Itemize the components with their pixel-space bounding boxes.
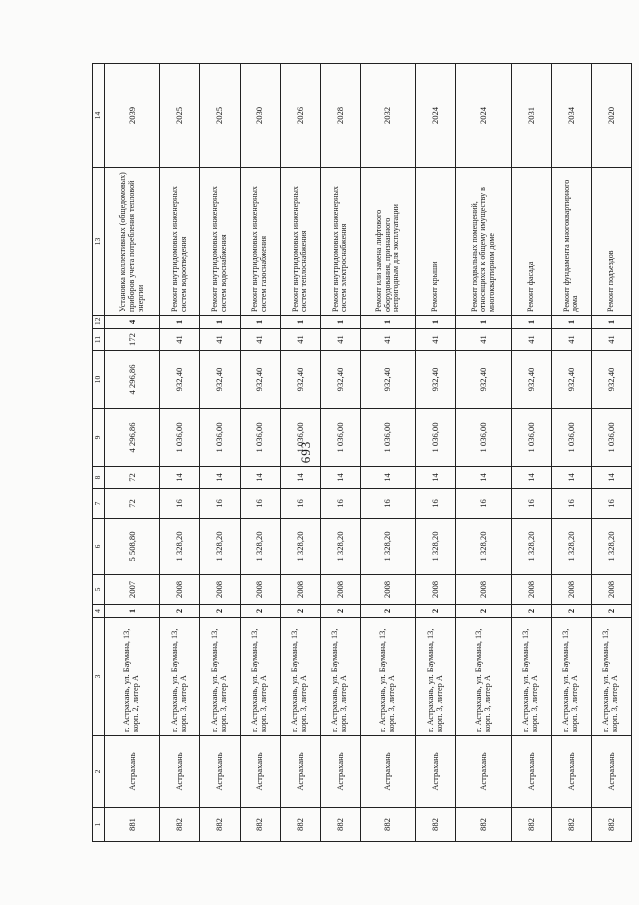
col4-cell: 2 xyxy=(416,605,456,618)
area-cell: 1 328,20 xyxy=(360,519,415,575)
col10-cell: 932,40 xyxy=(551,351,591,409)
row-number: 882 xyxy=(240,808,280,842)
row-number: 882 xyxy=(416,808,456,842)
column-header-14: 14 xyxy=(93,64,105,168)
table-row xyxy=(200,64,240,842)
table-row xyxy=(511,64,551,842)
address-cell: г. Астрахань, ул. Баумана, 13, корп. 3, литер А xyxy=(160,618,200,736)
city-cell: Астрахань xyxy=(551,736,591,808)
row-number: 881 xyxy=(105,808,160,842)
col7-cell: 16 xyxy=(280,489,320,519)
year-built-cell: 2008 xyxy=(320,575,360,605)
residents-cell: 41 xyxy=(240,329,280,351)
col7-cell: 16 xyxy=(200,489,240,519)
area-cell: 1 328,20 xyxy=(416,519,456,575)
capital-repair-table xyxy=(92,63,632,842)
work-type-cell: Ремонт или замена лифтового оборудования, признанного непригодным для эксплуатации xyxy=(360,168,415,316)
col7-cell: 16 xyxy=(551,489,591,519)
col8-cell: 14 xyxy=(320,467,360,489)
col9-cell: 1 036,00 xyxy=(160,409,200,467)
col8-cell: 14 xyxy=(511,467,551,489)
col12-cell: 1 xyxy=(591,316,631,329)
area-cell: 1 328,20 xyxy=(551,519,591,575)
col8-cell: 14 xyxy=(280,467,320,489)
area-cell: 1 328,20 xyxy=(456,519,511,575)
row-number: 882 xyxy=(456,808,511,842)
col9-cell: 1 036,00 xyxy=(240,409,280,467)
column-header-9: 9 xyxy=(93,409,105,467)
year-built-cell: 2008 xyxy=(456,575,511,605)
col4-cell: 2 xyxy=(240,605,280,618)
table-row xyxy=(456,64,511,842)
area-cell: 1 328,20 xyxy=(511,519,551,575)
col12-cell: 1 xyxy=(416,316,456,329)
col7-cell: 16 xyxy=(240,489,280,519)
residents-cell: 41 xyxy=(456,329,511,351)
col4-cell: 2 xyxy=(320,605,360,618)
column-header-1: 1 xyxy=(93,808,105,842)
city-cell: Астрахань xyxy=(591,736,631,808)
column-header-4: 4 xyxy=(93,605,105,618)
work-type-cell: Ремонт фундамента многоквартирного дома xyxy=(551,168,591,316)
col8-cell: 14 xyxy=(200,467,240,489)
residents-cell: 41 xyxy=(200,329,240,351)
planned-year-cell: 2024 xyxy=(416,64,456,168)
col7-cell: 16 xyxy=(591,489,631,519)
table-row xyxy=(105,64,160,842)
col4-cell: 2 xyxy=(280,605,320,618)
col10-cell: 932,40 xyxy=(416,351,456,409)
address-cell: г. Астрахань, ул. Баумана, 13, корп. 3, литер А xyxy=(456,618,511,736)
area-cell: 1 328,20 xyxy=(320,519,360,575)
col7-cell: 16 xyxy=(160,489,200,519)
city-cell: Астрахань xyxy=(280,736,320,808)
year-built-cell: 2008 xyxy=(591,575,631,605)
col8-cell: 14 xyxy=(416,467,456,489)
residents-cell: 41 xyxy=(551,329,591,351)
table-row xyxy=(240,64,280,842)
column-header-11: 11 xyxy=(93,329,105,351)
address-cell: г. Астрахань, ул. Баумана, 13, корп. 3, литер А xyxy=(200,618,240,736)
year-built-cell: 2007 xyxy=(105,575,160,605)
header-row xyxy=(93,64,105,842)
address-cell: г. Астрахань, ул. Баумана, 13, корп. 3, литер А xyxy=(591,618,631,736)
col10-cell: 932,40 xyxy=(320,351,360,409)
city-cell: Астрахань xyxy=(320,736,360,808)
col12-cell: 1 xyxy=(360,316,415,329)
col10-cell: 932,40 xyxy=(591,351,631,409)
work-type-cell: Установка коллективных (общедомовых) приборов учета потребления тепловой энергии xyxy=(105,168,160,316)
year-built-cell: 2008 xyxy=(200,575,240,605)
planned-year-cell: 2025 xyxy=(200,64,240,168)
planned-year-cell: 2030 xyxy=(240,64,280,168)
col10-cell: 932,40 xyxy=(160,351,200,409)
col12-cell: 1 xyxy=(160,316,200,329)
page-number: 693 xyxy=(298,440,313,464)
col8-cell: 14 xyxy=(240,467,280,489)
col10-cell: 4 296,86 xyxy=(105,351,160,409)
col9-cell: 1 036,00 xyxy=(200,409,240,467)
table-row xyxy=(360,64,415,842)
city-cell: Астрахань xyxy=(240,736,280,808)
col8-cell: 14 xyxy=(360,467,415,489)
planned-year-cell: 2025 xyxy=(160,64,200,168)
column-header-3: 3 xyxy=(93,618,105,736)
col8-cell: 14 xyxy=(591,467,631,489)
residents-cell: 41 xyxy=(280,329,320,351)
city-cell: Астрахань xyxy=(160,736,200,808)
planned-year-cell: 2034 xyxy=(551,64,591,168)
col9-cell: 1 036,00 xyxy=(456,409,511,467)
col12-cell: 1 xyxy=(456,316,511,329)
table-row xyxy=(551,64,591,842)
col10-cell: 932,40 xyxy=(240,351,280,409)
col12-cell: 1 xyxy=(551,316,591,329)
col4-cell: 2 xyxy=(200,605,240,618)
col8-cell: 14 xyxy=(551,467,591,489)
city-cell: Астрахань xyxy=(416,736,456,808)
year-built-cell: 2008 xyxy=(280,575,320,605)
planned-year-cell: 2024 xyxy=(456,64,511,168)
row-number: 882 xyxy=(591,808,631,842)
area-cell: 1 328,20 xyxy=(280,519,320,575)
planned-year-cell: 2020 xyxy=(591,64,631,168)
col12-cell: 1 xyxy=(320,316,360,329)
area-cell: 1 328,20 xyxy=(160,519,200,575)
col9-cell: 1 036,00 xyxy=(591,409,631,467)
col10-cell: 932,40 xyxy=(456,351,511,409)
planned-year-cell: 2026 xyxy=(280,64,320,168)
row-number: 882 xyxy=(160,808,200,842)
col9-cell: 1 036,00 xyxy=(320,409,360,467)
residents-cell: 41 xyxy=(360,329,415,351)
work-type-cell: Ремонт внутридомовых инженерных систем теплоснабжения xyxy=(280,168,320,316)
year-built-cell: 2008 xyxy=(360,575,415,605)
residents-cell: 41 xyxy=(160,329,200,351)
residents-cell: 41 xyxy=(511,329,551,351)
work-type-cell: Ремонт внутридомовых инженерных систем газоснабжения xyxy=(240,168,280,316)
column-header-13: 13 xyxy=(93,168,105,316)
row-number: 882 xyxy=(280,808,320,842)
year-built-cell: 2008 xyxy=(416,575,456,605)
col4-cell: 2 xyxy=(591,605,631,618)
row-number: 882 xyxy=(320,808,360,842)
col9-cell: 4 296,86 xyxy=(105,409,160,467)
work-type-cell: Ремонт подъездов xyxy=(591,168,631,316)
area-cell: 1 328,20 xyxy=(240,519,280,575)
column-header-8: 8 xyxy=(93,467,105,489)
col10-cell: 932,40 xyxy=(280,351,320,409)
work-type-cell: Ремонт внутридомовых инженерных систем электроснабжения xyxy=(320,168,360,316)
area-cell: 5 508,80 xyxy=(105,519,160,575)
work-type-cell: Ремонт подвальных помещений, относящихся к общему имуществу в многоквартирном доме xyxy=(456,168,511,316)
city-cell: Астрахань xyxy=(511,736,551,808)
column-header-6: 6 xyxy=(93,519,105,575)
col9-cell: 1 036,00 xyxy=(280,409,320,467)
work-type-cell: Ремонт крыши xyxy=(416,168,456,316)
column-header-10: 10 xyxy=(93,351,105,409)
col4-cell: 2 xyxy=(551,605,591,618)
table-container xyxy=(92,64,632,842)
table-row xyxy=(416,64,456,842)
col8-cell: 72 xyxy=(105,467,160,489)
planned-year-cell: 2032 xyxy=(360,64,415,168)
col12-cell: 1 xyxy=(280,316,320,329)
table-row xyxy=(320,64,360,842)
col4-cell: 1 xyxy=(105,605,160,618)
col9-cell: 1 036,00 xyxy=(360,409,415,467)
residents-cell: 41 xyxy=(416,329,456,351)
col9-cell: 1 036,00 xyxy=(551,409,591,467)
table-row xyxy=(591,64,631,842)
col9-cell: 1 036,00 xyxy=(511,409,551,467)
planned-year-cell: 2028 xyxy=(320,64,360,168)
col12-cell: 1 xyxy=(511,316,551,329)
row-number: 882 xyxy=(511,808,551,842)
col4-cell: 2 xyxy=(360,605,415,618)
col4-cell: 2 xyxy=(456,605,511,618)
address-cell: г. Астрахань, ул. Баумана, 13, корп. 3, литер А xyxy=(280,618,320,736)
address-cell: г. Астрахань, ул. Баумана, 13, корп. 3, литер А xyxy=(240,618,280,736)
planned-year-cell: 2039 xyxy=(105,64,160,168)
planned-year-cell: 2031 xyxy=(511,64,551,168)
row-number: 882 xyxy=(200,808,240,842)
address-cell: г. Астрахань, ул. Баумана, 13, корп. 3, литер А xyxy=(551,618,591,736)
column-header-12: 12 xyxy=(93,316,105,329)
col7-cell: 16 xyxy=(416,489,456,519)
work-type-cell: Ремонт внутридомовых инженерных систем водоотведения xyxy=(160,168,200,316)
col7-cell: 72 xyxy=(105,489,160,519)
col12-cell: 1 xyxy=(240,316,280,329)
city-cell: Астрахань xyxy=(456,736,511,808)
col10-cell: 932,40 xyxy=(511,351,551,409)
col4-cell: 2 xyxy=(160,605,200,618)
col7-cell: 16 xyxy=(511,489,551,519)
year-built-cell: 2008 xyxy=(511,575,551,605)
column-header-7: 7 xyxy=(93,489,105,519)
col7-cell: 16 xyxy=(360,489,415,519)
work-type-cell: Ремонт фасада xyxy=(511,168,551,316)
address-cell: г. Астрахань, ул. Баумана, 13, корп. 3, литер А xyxy=(360,618,415,736)
col10-cell: 932,40 xyxy=(360,351,415,409)
address-cell: г. Астрахань, ул. Баумана, 13, корп. 3, литер А xyxy=(416,618,456,736)
col8-cell: 14 xyxy=(456,467,511,489)
table-body xyxy=(105,64,632,842)
address-cell: г. Астрахань, ул. Баумана, 13, корп. 3, литер А xyxy=(511,618,551,736)
address-cell: г. Астрахань, ул. Баумана, 13, корп. 2, литер А xyxy=(105,618,160,736)
col7-cell: 16 xyxy=(456,489,511,519)
area-cell: 1 328,20 xyxy=(591,519,631,575)
residents-cell: 41 xyxy=(320,329,360,351)
col4-cell: 2 xyxy=(511,605,551,618)
col8-cell: 14 xyxy=(160,467,200,489)
address-cell: г. Астрахань, ул. Баумана, 13, корп. 3, литер А xyxy=(320,618,360,736)
col12-cell: 4 xyxy=(105,316,160,329)
city-cell: Астрахань xyxy=(360,736,415,808)
col10-cell: 932,40 xyxy=(200,351,240,409)
row-number: 882 xyxy=(551,808,591,842)
table-row xyxy=(160,64,200,842)
area-cell: 1 328,20 xyxy=(200,519,240,575)
residents-cell: 172 xyxy=(105,329,160,351)
work-type-cell: Ремонт внутридомовых инженерных систем водоснабжения xyxy=(200,168,240,316)
year-built-cell: 2008 xyxy=(240,575,280,605)
table-row xyxy=(280,64,320,842)
col12-cell: 1 xyxy=(200,316,240,329)
city-cell: Астрахань xyxy=(200,736,240,808)
year-built-cell: 2008 xyxy=(160,575,200,605)
col9-cell: 1 036,00 xyxy=(416,409,456,467)
column-header-5: 5 xyxy=(93,575,105,605)
year-built-cell: 2008 xyxy=(551,575,591,605)
col7-cell: 16 xyxy=(320,489,360,519)
column-header-2: 2 xyxy=(93,736,105,808)
city-cell: Астрахань xyxy=(105,736,160,808)
row-number: 882 xyxy=(360,808,415,842)
residents-cell: 41 xyxy=(591,329,631,351)
